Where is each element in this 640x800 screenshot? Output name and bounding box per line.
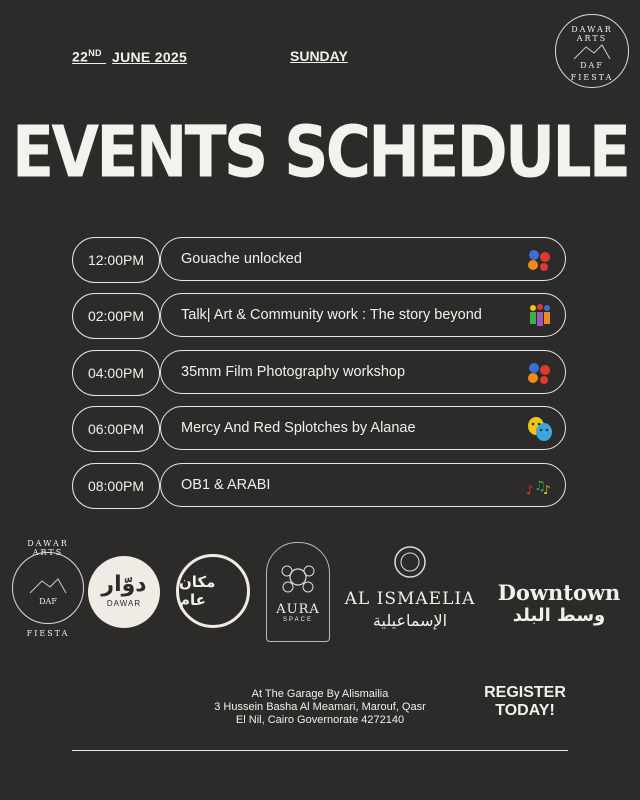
al-ismaelia-latin: AL ISMAELIA — [344, 589, 476, 609]
event-pill — [160, 350, 566, 394]
mountain-sketch-icon — [28, 575, 68, 595]
event-date — [72, 48, 187, 65]
schedule-row — [72, 463, 568, 509]
music-notes-icon — [525, 472, 555, 500]
schedule-row — [72, 293, 568, 339]
svg-text:♪: ♪ — [526, 483, 534, 497]
time-pill: 12:00PM — [72, 237, 160, 283]
makan-am-arabic: مكان عام — [179, 573, 216, 609]
community-people-icon — [525, 302, 555, 330]
time-pill: 04:00PM — [72, 350, 160, 396]
event-pill — [160, 293, 566, 337]
event-weekday: SUNDAY — [290, 48, 348, 64]
event-pill — [160, 406, 566, 450]
venue-address — [190, 688, 450, 727]
schedule-row — [72, 237, 568, 283]
downtown-latin: Downtown — [497, 580, 621, 605]
svg-text:♫: ♫ — [534, 479, 546, 494]
al-ismaelia-logo — [340, 544, 480, 640]
al-ismaelia-arabic: الإسماعيلية — [372, 611, 448, 630]
time-pill: 06:00PM — [72, 406, 160, 452]
address-line: El Nil, Cairo Governorate 4272140 — [235, 714, 405, 726]
badge-bottom-text: FIESTA — [570, 73, 614, 82]
aura-sub: SPACE — [283, 617, 313, 623]
date-day: 22 — [72, 48, 89, 65]
makan-am-logo — [176, 554, 250, 628]
dawar-logo — [88, 556, 160, 628]
logo-bottom-text: FIESTA — [26, 629, 70, 638]
paint-hands-icon — [525, 359, 555, 387]
sponsor-logos — [0, 540, 640, 650]
logo-top-text: DAWAR ARTS — [27, 539, 69, 557]
dawar-arts-fiesta-logo — [12, 539, 84, 638]
schedule-row — [72, 406, 568, 452]
divider — [72, 750, 568, 751]
badge-mid-text: DAF — [580, 61, 604, 70]
date-suffix: ND — [88, 48, 102, 58]
floral-icon — [273, 557, 323, 597]
event-pill — [160, 463, 566, 507]
paint-hands-icon — [525, 246, 555, 274]
calligraphy-seal-icon — [392, 544, 428, 580]
dawar-arabic: دوّار — [101, 572, 147, 597]
page-title: EVENTS SCHEDULE — [11, 110, 629, 194]
aura-name: AURA — [276, 602, 320, 617]
event-title: OB1 & ARABI — [181, 477, 271, 493]
event-title: Mercy And Red Splotches by Alanae — [181, 420, 416, 436]
dawar-latin: DAWAR — [106, 599, 142, 608]
event-title: Gouache unlocked — [181, 251, 302, 267]
svg-text:♪: ♪ — [543, 483, 551, 497]
mountain-sketch-icon — [572, 41, 612, 61]
aura-space-logo — [266, 542, 330, 642]
address-line: 3 Hussein Basha Al Meamari, Marouf, Qasr — [214, 701, 426, 713]
event-pill — [160, 237, 566, 281]
badge-top-text: DAWAR ARTS — [571, 25, 613, 43]
register-line: REGISTER — [484, 684, 566, 701]
logo-mid-text: DAF — [39, 597, 57, 606]
schedule-row — [72, 350, 568, 396]
register-cta[interactable] — [470, 684, 580, 720]
date-month-year: JUNE 2025 — [112, 48, 188, 65]
address-line: At The Garage By Alismailia — [251, 688, 389, 700]
event-title: Talk| Art & Community work : The story beyond — [181, 307, 482, 323]
dawar-arts-fiesta-badge — [555, 14, 629, 88]
time-pill: 08:00PM — [72, 463, 160, 509]
downtown-logo — [484, 580, 634, 626]
register-line: TODAY! — [495, 702, 555, 719]
time-pill: 02:00PM — [72, 293, 160, 339]
downtown-arabic: وسط البلد — [512, 605, 606, 626]
theater-masks-icon — [525, 415, 555, 443]
event-title: 35mm Film Photography workshop — [181, 364, 406, 380]
